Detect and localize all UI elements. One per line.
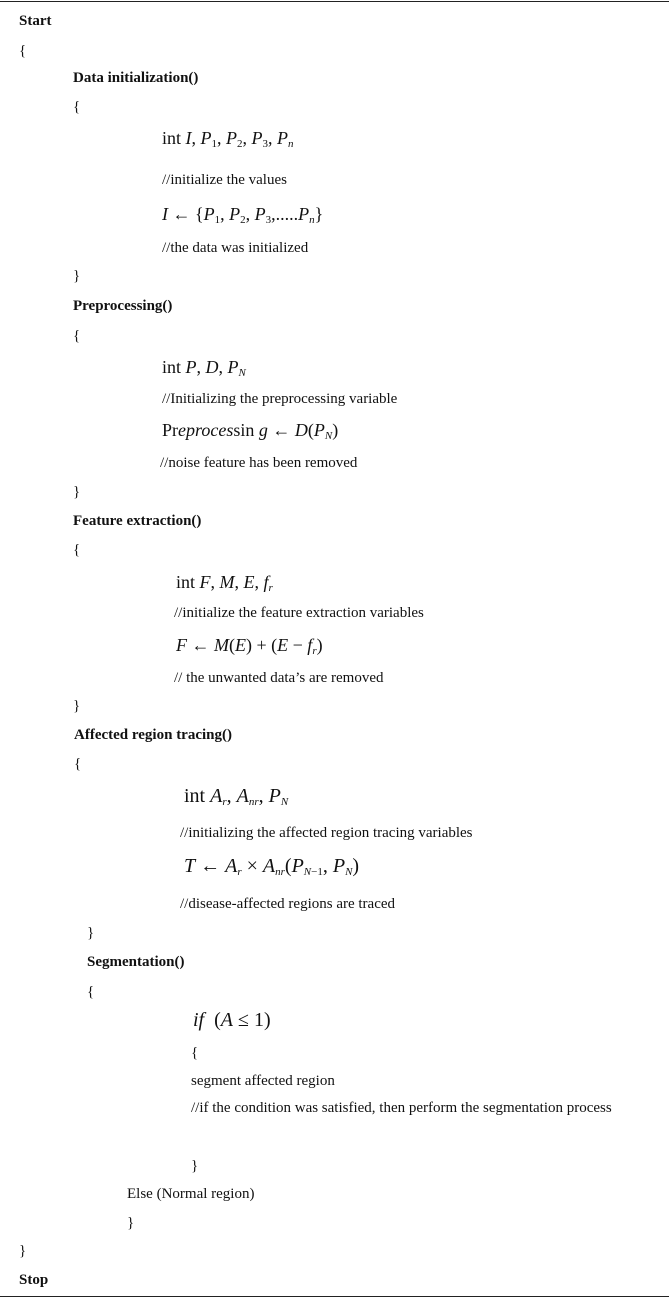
comment-init-affected: //initializing the affected region tracing variables: [180, 825, 473, 841]
formula-feature: F ← $M(E) + (E - f_r)$: [176, 635, 323, 657]
formula-trace: T ← $A_r \times A_{nr}(P_{N-1}$, $P_N$): [184, 855, 360, 878]
comment-regions-traced: //disease-affected regions are traced: [180, 896, 396, 912]
start-keyword: Start: [19, 13, 52, 29]
segment-statement: segment affected region: [191, 1073, 335, 1089]
data-init-title: Data initialization(): [73, 70, 199, 86]
formula-declare-vars: int I, $P_1$, $P_2$, $P_3$, $P_n$: [162, 128, 294, 150]
close-brace: }: [191, 1158, 199, 1174]
open-brace: {: [73, 328, 81, 344]
comment-init-preprocessing: //Initializing the preprocessing variable: [162, 391, 398, 407]
close-brace: }: [73, 698, 81, 714]
formula-declare-F-M-E: int F, M, E, $f_r$: [176, 572, 273, 594]
else-statement: Else (Normal region): [127, 1186, 255, 1202]
formula-declare-P-D: int P, D, $P_N$: [162, 357, 246, 379]
open-brace: {: [191, 1045, 199, 1061]
segmentation-title: Segmentation(): [87, 954, 185, 970]
bottom-rule: [0, 1296, 669, 1297]
comment-initialize-values: //initialize the values: [162, 172, 287, 188]
comment-noise-removed: //noise feature has been removed: [160, 455, 358, 471]
preprocessing-title: Preprocessing(): [73, 298, 173, 314]
open-brace: {: [73, 99, 81, 115]
formula-declare-Ar: int $A_r$, $A_{nr}$, $P_N$: [184, 785, 289, 808]
comment-unwanted-removed: // the unwanted data’s are removed: [174, 670, 384, 686]
formula-assign-I: I ← {$P_1$, $P_2$, $P_3,.....P_n$}: [162, 204, 324, 226]
feature-extraction-title: Feature extraction(): [73, 513, 202, 529]
close-brace: }: [73, 484, 81, 500]
formula-preprocessing: Preprocessin g ← $D(P_N)$: [162, 420, 339, 442]
open-brace: {: [19, 43, 27, 59]
comment-data-initialized: //the data was initialized: [162, 240, 309, 256]
top-rule: [0, 1, 669, 2]
comment-init-feature: //initialize the feature extraction variables: [174, 605, 424, 621]
open-brace: {: [73, 542, 81, 558]
comment-segmentation: //if the condition was satisfied, then perform the segmentation process: [191, 1100, 612, 1116]
close-brace: }: [73, 268, 81, 284]
affected-region-title: Affected region tracing(): [74, 727, 232, 743]
open-brace: {: [87, 984, 95, 1000]
formula-if-condition: if (A ≤ 1): [193, 1009, 271, 1031]
open-brace: {: [74, 756, 82, 772]
stop-keyword: Stop: [19, 1272, 49, 1288]
close-brace: }: [19, 1243, 27, 1259]
close-brace: }: [127, 1215, 135, 1231]
close-brace: }: [87, 925, 95, 941]
